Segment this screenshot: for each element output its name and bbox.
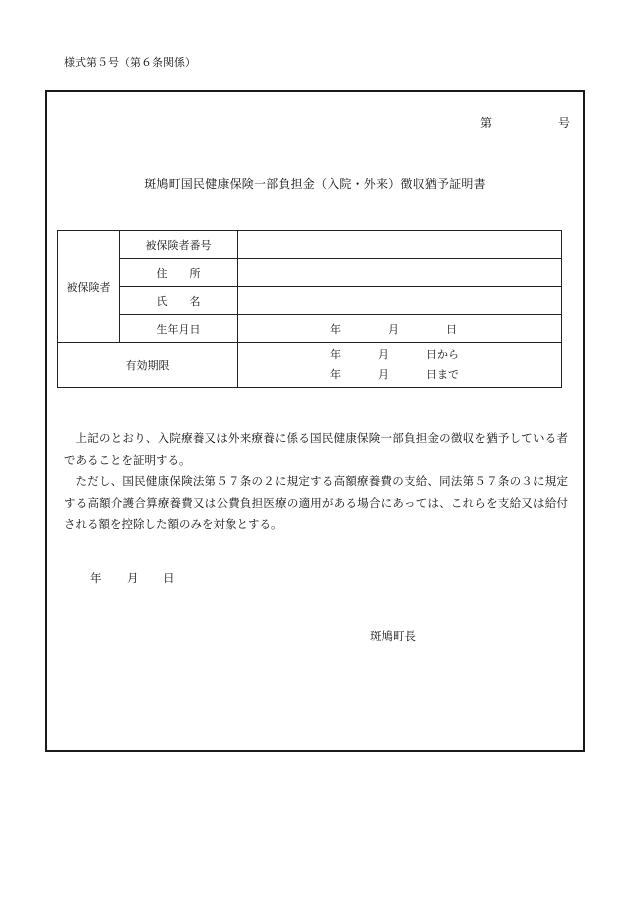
validity-from-year-unit: 年	[330, 348, 341, 361]
birthdate-day-unit: 日	[446, 322, 457, 336]
name-field[interactable]	[238, 287, 562, 315]
birthdate-field[interactable]	[238, 315, 562, 343]
validity-from-month-unit: 月	[378, 348, 389, 361]
table-row	[58, 231, 562, 259]
address-label: 住 所	[120, 259, 238, 287]
table-row	[58, 343, 562, 388]
validity-from-line	[238, 345, 561, 365]
birthdate-label: 生年月日	[120, 315, 238, 343]
birthdate-month-unit: 月	[388, 322, 399, 336]
insured-number-field[interactable]	[238, 231, 562, 259]
issue-date-month-unit: 月	[127, 571, 139, 585]
issue-date-year-unit: 年	[90, 571, 102, 585]
issue-date-day-unit: 日	[163, 571, 175, 585]
validity-to-day-unit: 日まで	[426, 368, 459, 381]
name-label: 氏 名	[120, 287, 238, 315]
validity-to-year-unit: 年	[330, 368, 341, 381]
certification-paragraph: 上記のとおり、入院療養又は外来療養に係る国民健康保険一部負担金の徴収を猶予している者であることを証明する。	[64, 431, 568, 467]
document-number-suffix: 号	[558, 116, 571, 130]
issue-date	[90, 570, 175, 586]
validity-label: 有効期限	[58, 343, 238, 388]
table-row	[58, 315, 562, 343]
birthdate-year-unit: 年	[330, 322, 341, 336]
table-row	[58, 259, 562, 287]
document-number-prefix: 第	[480, 116, 493, 130]
form-number: 様式第５号（第６条関係）	[64, 56, 196, 69]
insured-info-table	[57, 230, 562, 388]
insured-number-label: 被保険者番号	[120, 231, 238, 259]
address-field[interactable]	[238, 259, 562, 287]
validity-from-day-unit: 日から	[426, 348, 459, 361]
issuer-name: 斑鳩町長	[370, 629, 416, 643]
insured-label: 被保険者	[58, 231, 120, 343]
document-title: 斑鳩町国民健康保険一部負担金（入院・外来）徴収猶予証明書	[144, 177, 486, 191]
proviso-paragraph: ただし、国民健康保険法第５７条の２に規定する高額療養費の支給、同法第５７条の３に規定する高額介護合算療養費又は公費負担医療の適用がある場合にあっては、これらを支給又は給付される額を控除した額のみを対象とする。	[64, 474, 568, 531]
table-row	[58, 287, 562, 315]
validity-to-month-unit: 月	[378, 368, 389, 381]
validity-field[interactable]	[238, 343, 562, 388]
validity-to-line	[238, 365, 561, 385]
certification-text	[64, 428, 568, 536]
